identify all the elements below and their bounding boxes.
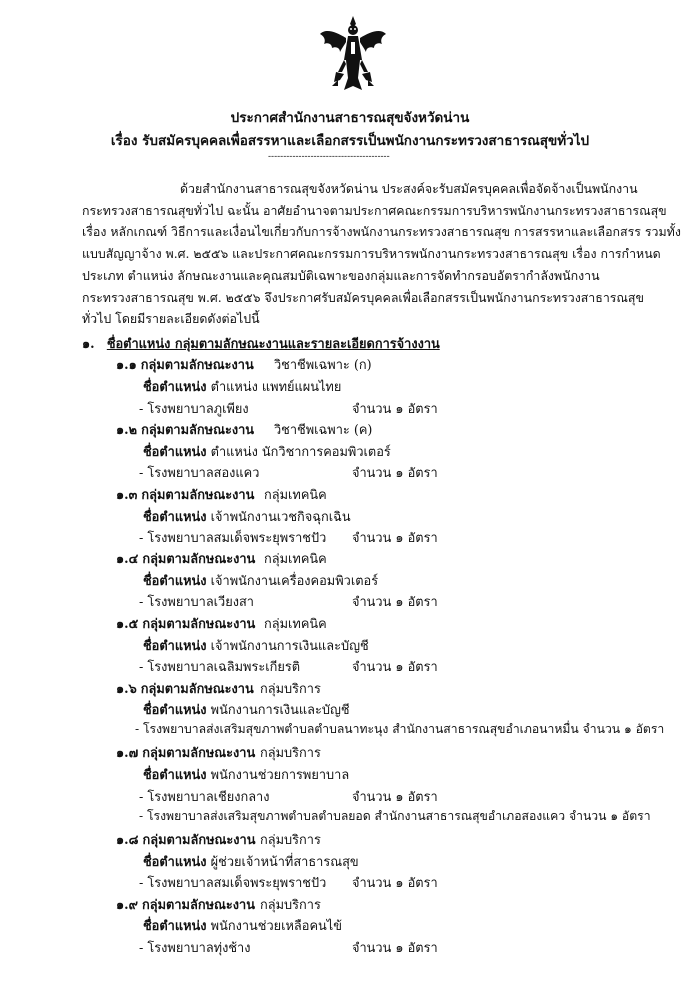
position-label: ชื่อตำแหน่ง bbox=[143, 855, 207, 870]
group-value: กลุ่มบริการ bbox=[260, 833, 321, 848]
intro-line: กระทรวงสาธารณสุข พ.ศ. ๒๕๕๖ จึงประกาศรับสมัครบุคคลเพื่อเลือกสรรเป็นพนักงานกระทรวงสาธารณสุข bbox=[82, 289, 644, 305]
item-group-row bbox=[116, 742, 321, 763]
position-value: ตำแหน่ง นักวิชาการคอมพิวเตอร์ bbox=[210, 445, 391, 460]
group-label: กลุ่มตามลักษณะงาน bbox=[142, 833, 256, 848]
announcement-title: ประกาศสำนักงานสาธารณสุขจังหวัดน่าน bbox=[230, 110, 470, 126]
position-value: เจ้าพนักงานเครื่องคอมพิวเตอร์ bbox=[210, 574, 379, 589]
position-label: ชื่อตำแหน่ง bbox=[143, 768, 207, 783]
group-label: กลุ่มตามลักษณะงาน bbox=[141, 488, 255, 503]
position-label: ชื่อตำแหน่ง bbox=[143, 639, 207, 654]
separator-line: ---------------------------------------- bbox=[268, 152, 390, 162]
position-label: ชื่อตำแหน่ง bbox=[143, 380, 207, 395]
position-value: ผู้ช่วยเจ้าหน้าที่สาธารณสุข bbox=[210, 855, 359, 870]
item-group-row bbox=[116, 678, 321, 699]
item-group-row bbox=[116, 548, 327, 569]
intro-line: เรื่อง หลักเกณฑ์ วิธีการและเงื่อนไขเกี่ยวกับการจ้างพนักงานกระทรวงสาธารณสุข การสรรหาและเลือกสรร รวมทั้ง bbox=[82, 224, 681, 240]
item-number: ๑.๖ bbox=[116, 682, 137, 697]
hospital-name: - โรงพยาบาลสองแคว bbox=[139, 466, 260, 481]
position-label: ชื่อตำแหน่ง bbox=[143, 703, 207, 718]
intro-paragraph bbox=[82, 178, 681, 330]
hospital-count: จำนวน ๑ อัตรา bbox=[352, 466, 438, 481]
item-number: ๑.๑ bbox=[116, 358, 137, 373]
group-label: กลุ่มตามลักษณะงาน bbox=[142, 617, 256, 632]
item-position-row bbox=[143, 506, 351, 527]
item-number: ๑.๒ bbox=[116, 423, 138, 438]
item-position-row bbox=[143, 376, 341, 397]
group-value: กลุ่มบริการ bbox=[260, 746, 321, 761]
item-group-row bbox=[116, 613, 327, 634]
hospital-name: - โรงพยาบาลส่งเสริมสุขภาพตำบลตำบลยอด สำนักงานสาธารณสุขอำเภอสองแคว จำนวน ๑ อัตรา bbox=[139, 809, 651, 823]
hospital-name: - โรงพยาบาลทุ่งช้าง bbox=[139, 941, 251, 956]
group-value: วิชาชีพเฉพาะ (ค) bbox=[274, 423, 373, 438]
item-position-row bbox=[143, 851, 359, 872]
item-position-row bbox=[143, 635, 369, 656]
group-value: กลุ่มเทคนิค bbox=[264, 552, 327, 567]
hospital-count: จำนวน ๑ อัตรา bbox=[352, 531, 438, 546]
position-label: ชื่อตำแหน่ง bbox=[143, 445, 207, 460]
item-number: ๑.๔ bbox=[116, 552, 139, 567]
group-value: กลุ่มบริการ bbox=[260, 682, 321, 697]
item-number: ๑.๓ bbox=[116, 488, 138, 503]
group-value: กลุ่มเทคนิค bbox=[264, 488, 327, 503]
item-position-row bbox=[143, 441, 391, 462]
hospital-name: - โรงพยาบาลสมเด็จพระยุพราชปัว bbox=[139, 531, 327, 546]
section-heading bbox=[82, 333, 440, 354]
hospital-name: - โรงพยาบาลส่งเสริมสุขภาพตำบลตำบลนาทะนุง สำนักงานสาธารณสุขอำเภอนาหมื่น จำนวน ๑ อัตรา bbox=[135, 722, 665, 736]
group-value: กลุ่มเทคนิค bbox=[264, 617, 327, 632]
intro-line: กระทรวงสาธารณสุขทั่วไป ฉะนั้น อาศัยอำนาจตามประกาศคณะกรรมการบริหารพนักงานกระทรวงสาธารณสุข bbox=[82, 202, 667, 218]
hospital-name: - โรงพยาบาลสมเด็จพระยุพราชปัว bbox=[139, 876, 327, 891]
item-position-row bbox=[143, 570, 378, 591]
intro-line: ด้วยสำนักงานสาธารณสุขจังหวัดน่าน ประสงค์จะรับสมัครบุคคลเพื่อจัดจ้างเป็นพนักงาน bbox=[180, 181, 638, 196]
position-value: พนักงานช่วยเหลือคนไข้ bbox=[210, 919, 342, 934]
item-position-row bbox=[143, 915, 342, 936]
item-group-row bbox=[116, 829, 321, 850]
group-value: กลุ่มบริการ bbox=[260, 898, 321, 913]
section-number: ๑. bbox=[82, 337, 95, 352]
group-label: กลุ่มตามลักษณะงาน bbox=[141, 423, 255, 438]
group-label: กลุ่มตามลักษณะงาน bbox=[142, 552, 256, 567]
announcement-subject: เรื่อง รับสมัครบุคคลเพื่อสรรหาและเลือกสรรเป็นพนักงานกระทรวงสาธารณสุขทั่วไป bbox=[110, 133, 590, 149]
intro-line: ประเภท ตำแหน่ง ลักษณะงานและคุณสมบัติเฉพาะของกลุ่มและการจัดทำกรอบอัตรากำลังพนักงาน bbox=[82, 267, 600, 283]
intro-line: ทั่วไป โดยมีรายละเอียดดังต่อไปนี้ bbox=[82, 311, 260, 327]
item-group-row bbox=[116, 484, 327, 505]
position-value: ตำแหน่ง แพทย์แผนไทย bbox=[210, 380, 342, 395]
hospital-count: จำนวน ๑ อัตรา bbox=[352, 402, 438, 417]
group-value: วิชาชีพเฉพาะ (ก) bbox=[274, 358, 372, 373]
hospital-name: - โรงพยาบาลเชียงกลาง bbox=[139, 790, 270, 805]
hospital-name: - โรงพยาบาลภูเพียง bbox=[139, 402, 249, 417]
position-label: ชื่อตำแหน่ง bbox=[143, 510, 207, 525]
position-value: พนักงานการเงินและบัญชี bbox=[210, 703, 350, 718]
item-group-row bbox=[116, 419, 373, 440]
group-label: กลุ่มตามลักษณะงาน bbox=[142, 746, 256, 761]
hospital-name: - โรงพยาบาลเฉลิมพระเกียรติ bbox=[139, 660, 301, 675]
group-label: กลุ่มตามลักษณะงาน bbox=[140, 682, 254, 697]
position-label: ชื่อตำแหน่ง bbox=[143, 574, 207, 589]
item-number: ๑.๘ bbox=[116, 833, 139, 848]
group-label: กลุ่มตามลักษณะงาน bbox=[140, 358, 254, 373]
item-number: ๑.๙ bbox=[116, 898, 138, 913]
section-title: ชื่อตำแหน่ง กลุ่มตามลักษณะงานและรายละเอียดการจ้างงาน bbox=[106, 337, 440, 352]
item-group-row bbox=[116, 354, 372, 375]
hospital-count: จำนวน ๑ อัตรา bbox=[352, 941, 438, 956]
position-value: เจ้าพนักงานเวชกิจฉุกเฉิน bbox=[210, 510, 351, 525]
position-value: พนักงานช่วยการพยาบาล bbox=[210, 768, 350, 783]
group-label: กลุ่มตามลักษณะงาน bbox=[142, 898, 255, 913]
hospital-count: จำนวน ๑ อัตรา bbox=[352, 790, 438, 805]
item-position-row bbox=[143, 699, 350, 720]
item-position-row bbox=[143, 764, 349, 785]
hospital-count: จำนวน ๑ อัตรา bbox=[352, 595, 438, 610]
item-group-row bbox=[116, 894, 321, 915]
hospital-count: จำนวน ๑ อัตรา bbox=[352, 876, 438, 891]
hospital-name: - โรงพยาบาลเวียงสา bbox=[139, 595, 254, 610]
garuda-emblem-icon bbox=[318, 14, 388, 94]
hospital-count: จำนวน ๑ อัตรา bbox=[352, 660, 438, 675]
position-value: เจ้าพนักงานการเงินและบัญชี bbox=[210, 639, 369, 654]
intro-line: แบบสัญญาจ้าง พ.ศ. ๒๕๕๖ และประกาศคณะกรรมการบริหารพนักงานกระทรวงสาธารณสุข เรื่อง การกำหนด bbox=[82, 246, 661, 262]
item-number: ๑.๕ bbox=[116, 617, 139, 632]
item-number: ๑.๗ bbox=[116, 746, 139, 761]
position-label: ชื่อตำแหน่ง bbox=[143, 919, 207, 934]
